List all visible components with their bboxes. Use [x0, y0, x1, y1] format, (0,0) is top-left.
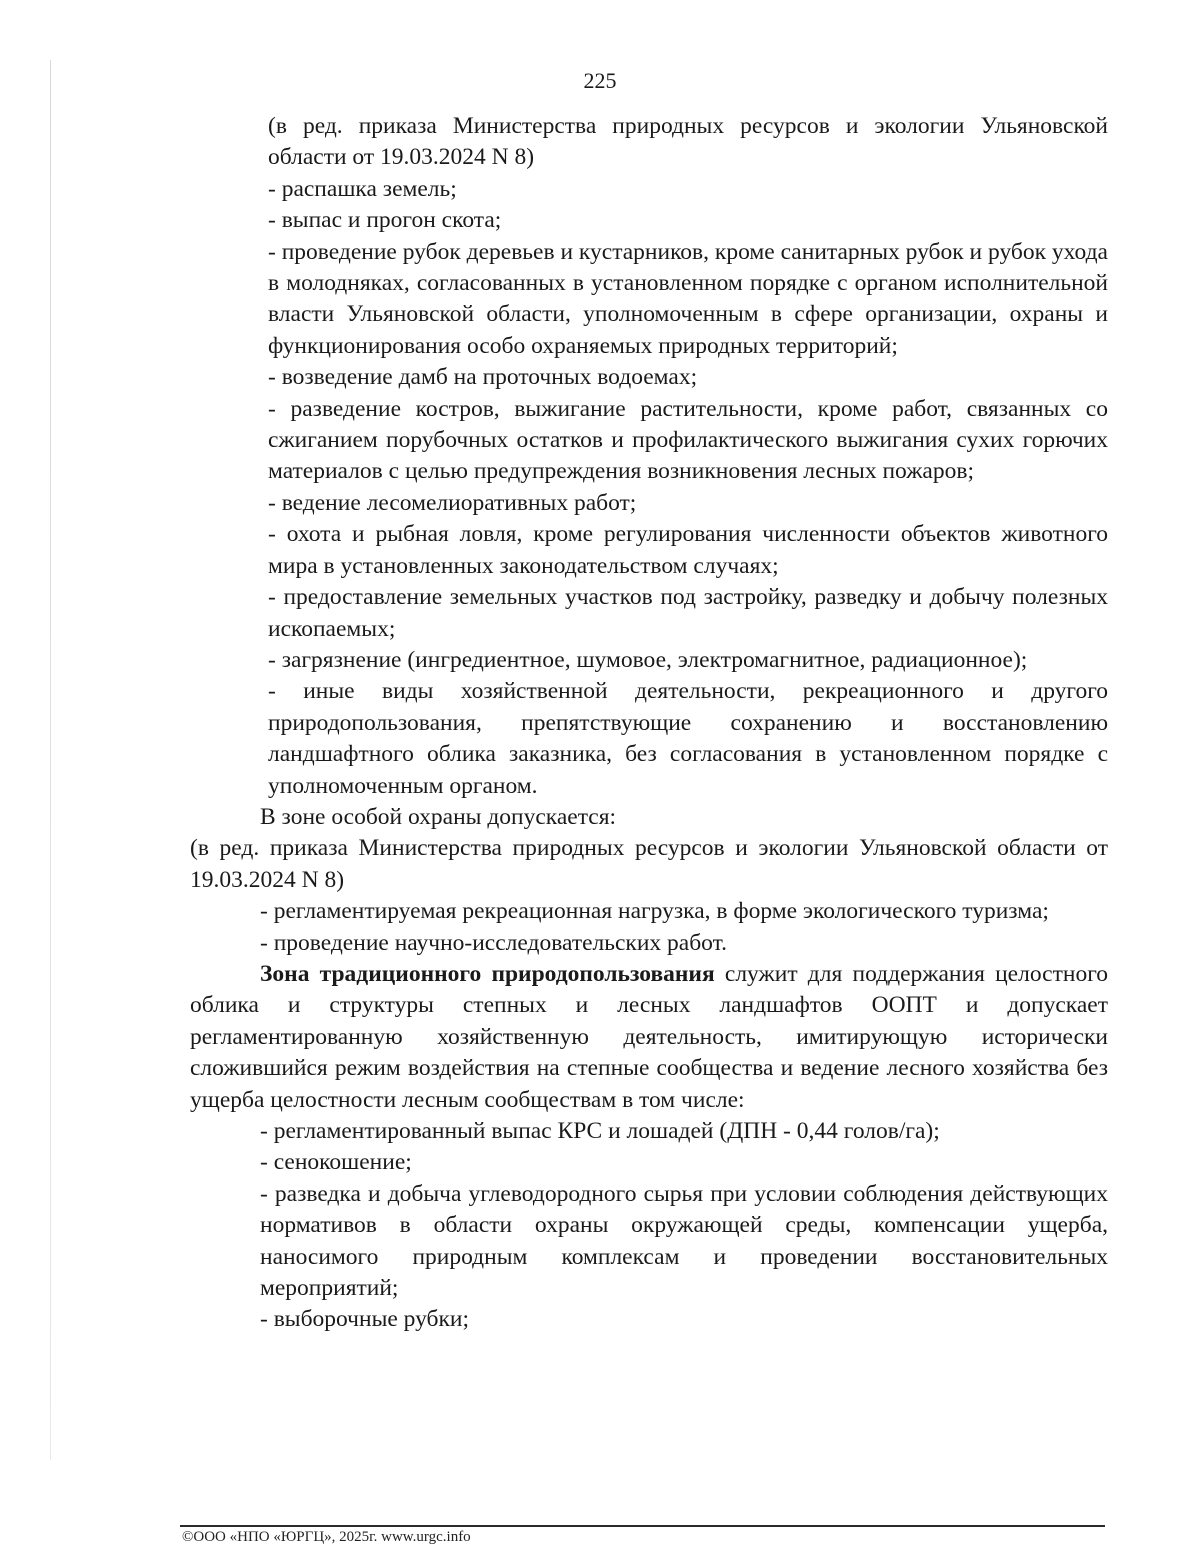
allowed-heading: В зоне особой охраны допускается: [260, 803, 617, 830]
document-body [190, 111, 1108, 1336]
prohibition-item: - разведение костров, выжигание растительности, кроме работ, связанных со сжиганием порубочных остатков и профилактического выжигания сухих горючих материалов с целью предупреждения возникновения лесных пожаров; [268, 395, 1108, 485]
footer-divider [180, 1525, 1105, 1527]
prohibition-item: - охота и рыбная ловля, кроме регулирования численности объектов животного мира в установленных законодательством случаях; [268, 521, 1108, 579]
page-number: 225 [583, 68, 617, 93]
allowed-item: - проведение научно-исследовательских работ. [260, 929, 727, 956]
footer-copyright: ©ООО «НПО «ЮРГЦ», 2025г. www.urgc.info [182, 1529, 471, 1545]
zone-item: - выборочные рубки; [260, 1306, 470, 1333]
prohibition-item: - проведение рубок деревьев и кустарников, кроме санитарных рубок и рубок ухода в молодняках, согласованных в установленном порядке с органом исполнительной власти Ульяновской области, уполномоченным в сфере организации, охраны и функционирования особо охраняемых природных территорий; [268, 238, 1108, 359]
zone-title: Зона традиционного природопользования [260, 960, 715, 987]
zone-paragraph [190, 959, 1108, 1116]
prohibition-item: - возведение дамб на проточных водоемах; [268, 364, 698, 391]
zone-item: - сенокошение; [260, 1149, 412, 1176]
zone-description: служит для поддержания целостного облика и структуры степных и лесных ландшафтов ООПТ и допускает регламентированную хозяйственную деятельность, имитирующую исторически сложившийся режим воздействия на степные сообщества и ведение лесного хозяйства без ущерба целостности лесным сообществам в том числе: [190, 960, 1108, 1113]
zone-item: - регламентированный выпас КРС и лошадей (ДПН - 0,44 голов/га); [260, 1118, 940, 1144]
prohibition-item: - распашка земель; [268, 175, 457, 202]
prohibition-item: - загрязнение (ингредиентное, шумовое, электромагнитное, радиационное); [268, 646, 1028, 673]
amendment-note: (в ред. приказа Министерства природных ресурсов и экологии Ульяновской области от 19.03.2024 N 8) [190, 835, 1108, 893]
scan-edge-line [50, 60, 51, 1460]
prohibition-item: - ведение лесомелиоративных работ; [268, 489, 637, 516]
allowed-item: - регламентируемая рекреационная нагрузка, в форме экологического туризма; [260, 898, 1049, 925]
zone-item: - разведка и добыча углеводородного сырья при условии соблюдения действующих нормативов в области охраны окружающей среды, компенсации ущерба, наносимого природным комплексам и проведении восстановительных мероприятий; [260, 1180, 1108, 1302]
prohibition-item: - предоставление земельных участков под застройку, разведку и добычу полезных ископаемых; [268, 584, 1108, 642]
prohibition-item: - иные виды хозяйственной деятельности, рекреационного и другого природопользования, препятствующие сохранению и восстановлению ландшафтного облика заказника, без согласования в установленном порядке с уполномоченным органом. [268, 678, 1108, 799]
prohibition-item: - выпас и прогон скота; [268, 207, 502, 234]
amendment-note: (в ред. приказа Министерства природных ресурсов и экологии Ульяновской области от 19.03.2024 N 8) [268, 113, 1108, 171]
